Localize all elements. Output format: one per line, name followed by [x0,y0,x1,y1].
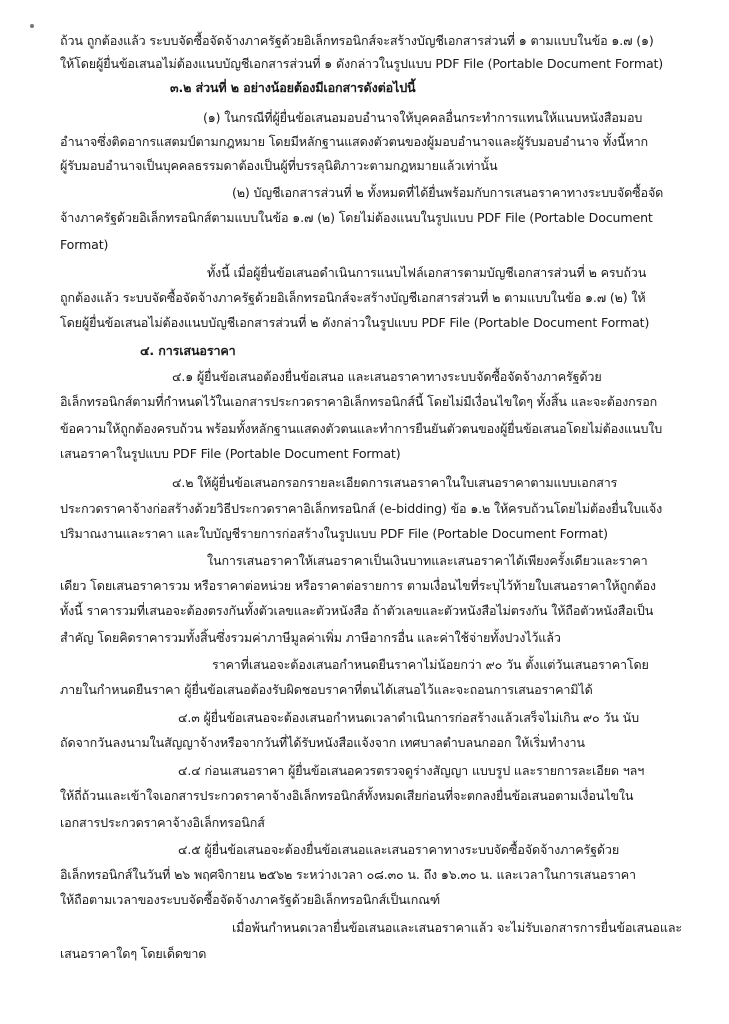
body-line: เอกสารประกวดราคาจ้างอิเล็กทรอนิกส์ [60,815,265,830]
body-line: ถ้วน ถูกต้องแล้ว ระบบจัดซื้อจัดจ้างภาครัฐด้วยอิเล็กทรอนิกส์จะสร้างบัญชีเอกสารส่วนที่ ๑ ตามแบบในข้อ ๑.๗ (๑) [60,33,654,48]
body-line: อิเล็กทรอนิกส์ตามที่กำหนดไว้ในเอกสารประกวดราคาอิเล็กทรอนิกส์นี้ โดยไม่มีเงื่อนไขใดๆ ทั้งสิ้น และจะต้องกรอก [60,394,658,409]
body-line: ให้ถี่ถ้วนและเข้าใจเอกสารประกวดราคาจ้างอิเล็กทรอนิกส์ทั้งหมดเสียก่อนที่จะตกลงยื่นข้อเสนอตามเงื่อนไขใน [60,788,634,803]
body-line: ๔.๕ ผู้ยื่นข้อเสนอจะต้องยื่นข้อเสนอและเสนอราคาทางระบบจัดซื้อจัดจ้างภาครัฐด้วย [178,842,620,857]
body-line: อิเล็กทรอนิกส์ในวันที่ ๒๖ พฤศจิกายน ๒๕๖๒ ระหว่างเวลา ๐๘.๓๐ น. ถึง ๑๖.๓๐ น. และเวลาในการเสนอราคา [60,867,636,882]
body-line: ๔.๓ ผู้ยื่นข้อเสนอจะต้องเสนอกำหนดเวลาดำเนินการก่อสร้างแล้วเสร็จไม่เกิน ๙๐ วัน นับ [178,710,639,725]
body-line: เสนอราคาใดๆ โดยเด็ดขาด [60,946,207,961]
body-line: Format) [60,237,109,252]
body-line: ให้ถือตามเวลาของระบบจัดซื้อจัดจ้างภาครัฐด้วยอิเล็กทรอนิกส์เป็นเกณฑ์ [60,892,441,907]
body-line: จ้างภาครัฐด้วยอิเล็กทรอนิกส์ตามแบบในข้อ ๑.๗ (๒) โดยไม่ต้องแนบในรูปแบบ PDF File (Portable Document [60,210,653,225]
body-line: ในการเสนอราคาให้เสนอราคาเป็นเงินบาทและเสนอราคาได้เพียงครั้งเดียวและราคา [207,553,648,568]
body-line: ๔.๑ ผู้ยื่นข้อเสนอต้องยื่นข้อเสนอ และเสนอราคาทางระบบจัดซื้อจัดจ้างภาครัฐด้วย [172,369,602,384]
body-line: ถัดจากวันลงนามในสัญญาจ้างหรือจากวันที่ได้รับหนังสือแจ้งจาก เทศบาลตำบลนกออก ให้เริ่มทำงาน [60,735,585,750]
body-line: ถูกต้องแล้ว ระบบจัดซื้อจัดจ้างภาครัฐด้วยอิเล็กทรอนิกส์จะสร้างบัญชีเอกสารส่วนที่ ๒ ตามแบบในข้อ ๑.๗ (๒) ให้ [60,290,646,305]
body-line: ภายในกำหนดยืนราคา ผู้ยื่นข้อเสนอต้องรับผิดชอบราคาที่ตนได้เสนอไว้และจะถอนการเสนอราคามิได้ [60,682,593,697]
body-line: ปริมาณงานและราคา และใบบัญชีรายการก่อสร้างในรูปแบบ PDF File (Portable Document Format) [60,526,608,541]
section-heading: ๓.๒ ส่วนที่ ๒ อย่างน้อยต้องมีเอกสารดังต่อไปนี้ [170,80,416,95]
scan-speck [30,24,34,28]
body-line: ๔.๒ ให้ผู้ยื่นข้อเสนอกรอกรายละเอียดการเสนอราคาในใบเสนอราคาตามแบบเอกสาร [172,475,618,490]
body-line: เดียว โดยเสนอราคารวม หรือราคาต่อหน่วย หรือราคาต่อรายการ ตามเงื่อนไขที่ระบุไว้ท้ายใบเสนอราคาให้ถูกต้อง [60,578,656,593]
body-line: โดยผู้ยื่นข้อเสนอไม่ต้องแนบบัญชีเอกสารส่วนที่ ๒ ดังกล่าวในรูปแบบ PDF File (Portable Document Format) [60,315,650,330]
body-line: ประกวดราคาจ้างก่อสร้างด้วยวิธีประกวดราคาอิเล็กทรอนิกส์ (e-bidding) ข้อ ๑.๒ ให้ครบถ้วนโดยไม่ต้องยื่นใบแจ้ง [60,501,663,516]
body-line: ข้อความให้ถูกต้องครบถ้วน พร้อมทั้งหลักฐานแสดงตัวตนและทำการยืนยันตัวตนของผู้ยื่นข้อเสนอโดยไม่ต้องแนบใบ [60,421,663,436]
body-line: ผู้รับมอบอำนาจเป็นบุคคลธรรมดาต้องเป็นผู้ที่บรรลุนิติภาวะตามกฎหมายแล้วเท่านั้น [60,158,498,173]
body-line: เมื่อพ้นกำหนดเวลายื่นข้อเสนอและเสนอราคาแล้ว จะไม่รับเอกสารการยื่นข้อเสนอและ [232,920,682,935]
body-line: สำคัญ โดยคิดราคารวมทั้งสิ้นซึ่งรวมค่าภาษีมูลค่าเพิ่ม ภาษีอากรอื่น และค่าใช้จ่ายทั้งปวงไว้แล้ว [60,630,561,645]
body-line: ๔.๔ ก่อนเสนอราคา ผู้ยื่นข้อเสนอควรตรวจดูร่างสัญญา แบบรูป และรายการละเอียด ฯลฯ [178,763,645,778]
body-line: ราคาที่เสนอจะต้องเสนอกำหนดยืนราคาไม่น้อยกว่า ๙๐ วัน ตั้งแต่วันเสนอราคาโดย [212,657,649,672]
body-line: ทั้งนี้ ราคารวมที่เสนอจะต้องตรงกันทั้งตัวเลขและตัวหนังสือ ถ้าตัวเลขและตัวหนังสือไม่ตรงกัน ให้ถือตัวหนังสือเป็น [60,603,654,618]
section-heading: ๔. การเสนอราคา [140,343,236,358]
body-line: (๒) บัญชีเอกสารส่วนที่ ๒ ทั้งหมดที่ได้ยื่นพร้อมกับการเสนอราคาทางระบบจัดซื้อจัด [232,185,664,200]
body-line: อำนาจซึ่งติดอากรแสตมป์ตามกฎหมาย โดยมีหลักฐานแสดงตัวตนของผู้มอบอำนาจและผู้รับมอบอำนาจ ทั้งนี้หาก [60,134,649,149]
body-line: ให้โดยผู้ยื่นข้อเสนอไม่ต้องแนบบัญชีเอกสารส่วนที่ ๑ ดังกล่าวในรูปแบบ PDF File (Portable Document Format) [60,56,664,71]
body-line: เสนอราคาในรูปแบบ PDF File (Portable Document Format) [60,446,401,461]
body-line: ทั้งนี้ เมื่อผู้ยื่นข้อเสนอดำเนินการแนบไฟล์เอกสารตามบัญชีเอกสารส่วนที่ ๒ ครบถ้วน [207,265,647,280]
body-line: (๑) ในกรณีที่ผู้ยื่นข้อเสนอมอบอำนาจให้บุคคลอื่นกระทำการแทนให้แนบหนังสือมอบ [203,110,643,125]
